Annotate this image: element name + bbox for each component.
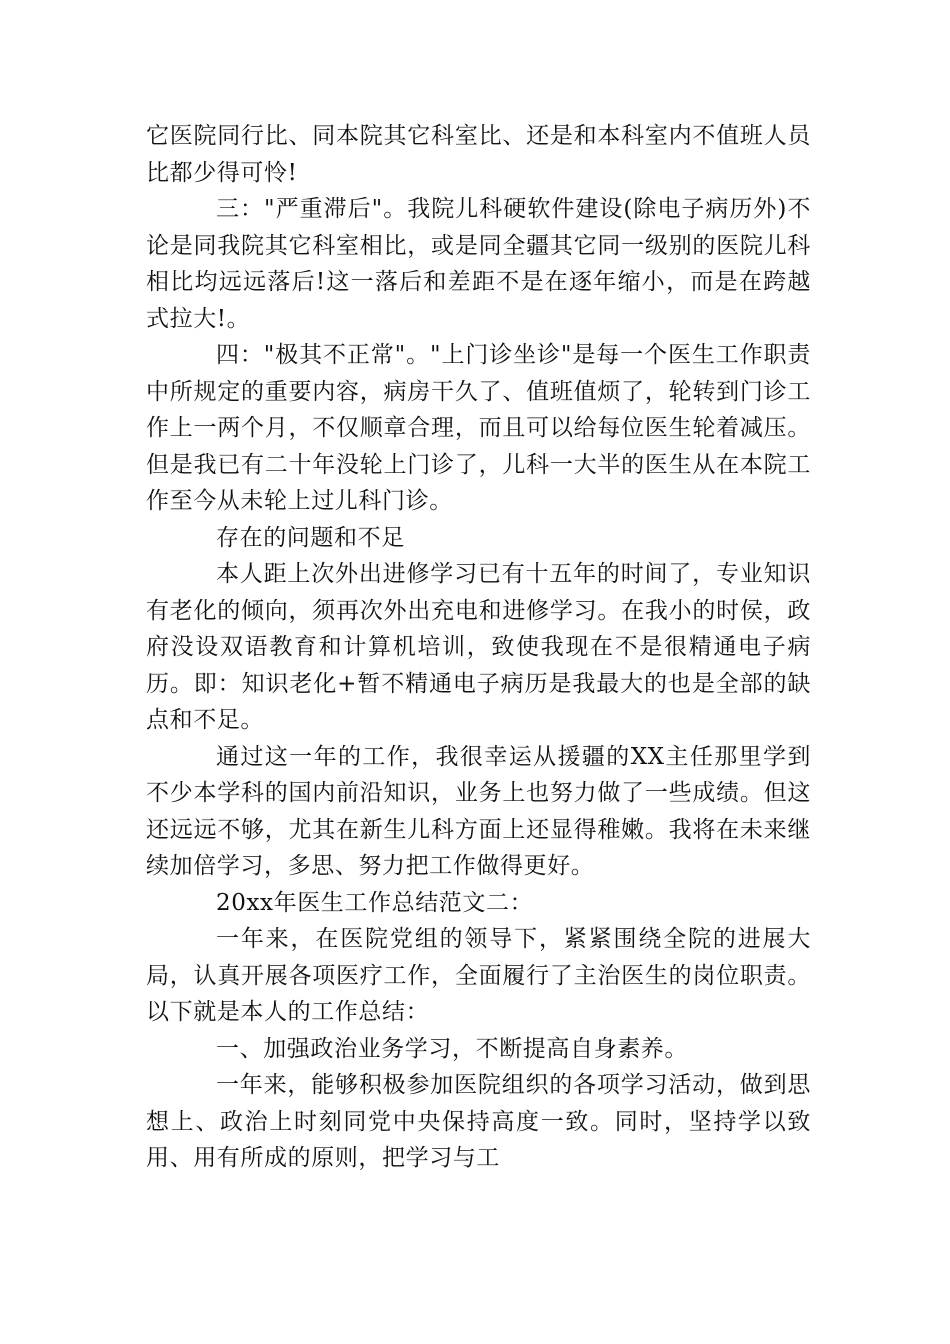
paragraph: 四："极其不正常"。"上门诊坐诊"是每一个医生工作职责中所规定的重要内容，病房干久了、值班值烦了，轮转到门诊工作上一两个月，不仅顺章合理，而且可以给每位医生轮着减压。但是我已有二十年没轮上门诊了，儿科一大半的医生从在本院工作至今从未轮上过儿科门诊。 xyxy=(146,342,811,514)
document-body xyxy=(146,118,811,1177)
paragraph: 本人距上次外出进修学习已有十五年的时间了，专业知识有老化的倾向，须再次外出充电和进修学习。在我小的时侯，政府没设双语教育和计算机培训，致使我现在不是很精通电子病历。即：知识老化+暂不精通电子病历是我最大的也是全部的缺点和不足。 xyxy=(146,561,811,733)
paragraph: 一年来，在医院党组的领导下，紧紧围绕全院的进展大局，认真开展各项医疗工作，全面履行了主治医生的岗位职责。以下就是本人的工作总结： xyxy=(146,926,811,1025)
paragraph: 它医院同行比、同本院其它科室比、还是和本科室内不值班人员比都少得可怜! xyxy=(146,123,811,186)
section-heading: 存在的问题和不足 xyxy=(216,524,405,551)
paragraph: 一年来，能够积极参加医院组织的各项学习活动，做到思想上、政治上时刻同党中央保持高度一致。同时，坚持学以致用、用有所成的原则，把学习与工 xyxy=(146,1072,811,1171)
section-heading: 20xx年医生工作总结范文二： xyxy=(216,889,534,916)
section-heading: 一、加强政治业务学习，不断提高自身素养。 xyxy=(216,1035,688,1062)
paragraph: 通过这一年的工作，我很幸运从援疆的XX主任那里学到不少本学科的国内前沿知识，业务上也努力做了一些成绩。但这还远远不够，尤其在新生儿科方面上还显得稚嫩。我将在未来继续加倍学习，多思、努力把工作做得更好。 xyxy=(146,743,811,879)
paragraph: 三："严重滞后"。我院儿科硬软件建设(除电子病历外)不论是同我院其它科室相比，或是同全疆其它同一级别的医院儿科相比均远远落后!这一落后和差距不是在逐年缩小，而是在跨越式拉大!。 xyxy=(146,196,811,332)
